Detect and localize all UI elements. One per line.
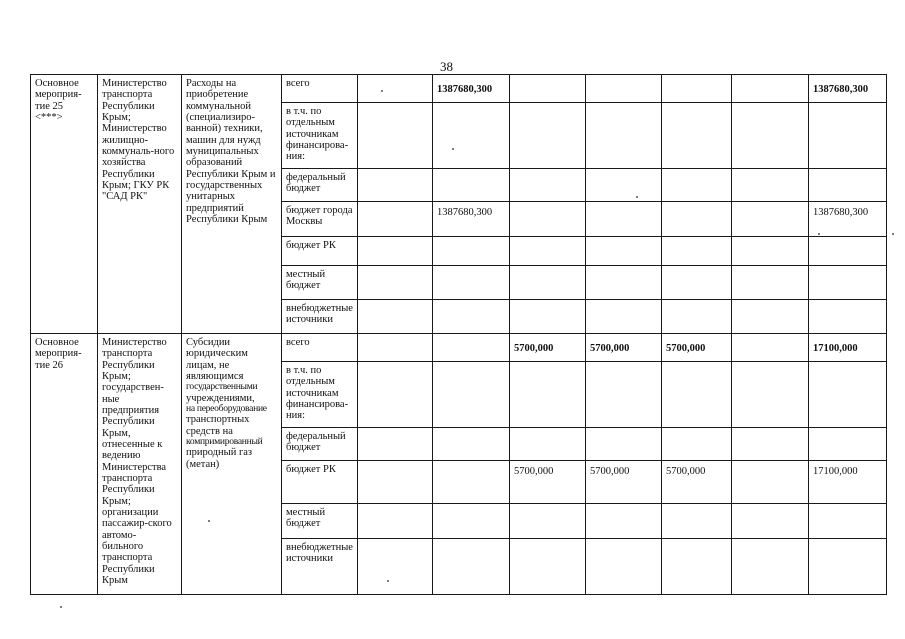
value-cell: 1387680,300 xyxy=(433,75,510,103)
description-cell xyxy=(182,334,282,595)
event-cell: Основное мероприя-тие 25 <***> xyxy=(31,75,98,334)
value-cell xyxy=(732,75,809,103)
value-cell xyxy=(586,266,662,300)
description-line: учреждениями, xyxy=(186,392,255,404)
value-cell xyxy=(358,362,433,428)
value-cell xyxy=(732,103,809,169)
description-line: транспортных средств на xyxy=(186,414,250,437)
budget-table xyxy=(30,74,887,595)
value-cell xyxy=(586,504,662,539)
funding-source-cell: местный бюджет xyxy=(282,504,358,539)
value-cell xyxy=(732,539,809,595)
value-cell xyxy=(510,362,586,428)
funding-source-cell: бюджет РК xyxy=(282,237,358,266)
value-cell xyxy=(358,539,433,595)
value-cell xyxy=(433,237,510,266)
value-cell xyxy=(358,103,433,169)
value-cell xyxy=(358,75,433,103)
value-cell xyxy=(662,237,732,266)
table-row xyxy=(31,334,887,362)
value-cell xyxy=(586,202,662,237)
description-cell: Расходы на приобретение коммунальной (специализиро-ванной) техники, машин для нужд муниципальных образований Республики Крым и государственных унитарных предприятий Республики Крым xyxy=(182,75,282,334)
table-row xyxy=(31,75,887,103)
executor-cell: Министерство транспорта Республики Крым; Министерство жилищно-коммуналь-ного хозяйства Республики Крым; ГКУ РК "САД РК" xyxy=(98,75,182,334)
value-cell xyxy=(732,334,809,362)
value-cell: 1387680,300 xyxy=(809,202,887,237)
table-body xyxy=(31,75,887,595)
funding-source-cell: бюджет РК xyxy=(282,461,358,504)
value-cell xyxy=(433,300,510,334)
value-cell xyxy=(586,428,662,461)
value-cell xyxy=(809,237,887,266)
value-cell xyxy=(358,202,433,237)
value-cell: 5700,000 xyxy=(510,461,586,504)
value-cell xyxy=(433,428,510,461)
value-cell: 1387680,300 xyxy=(433,202,510,237)
value-cell xyxy=(809,169,887,202)
value-cell xyxy=(358,266,433,300)
value-cell xyxy=(809,103,887,169)
funding-source-cell: федеральный бюджет xyxy=(282,428,358,461)
event-cell: Основное мероприя-тие 26 xyxy=(31,334,98,595)
value-cell xyxy=(510,237,586,266)
value-cell xyxy=(586,300,662,334)
value-cell xyxy=(586,75,662,103)
value-cell xyxy=(433,169,510,202)
value-cell xyxy=(433,504,510,539)
value-cell xyxy=(732,461,809,504)
value-cell xyxy=(586,103,662,169)
value-cell xyxy=(358,169,433,202)
scan-speck xyxy=(892,233,894,235)
value-cell xyxy=(586,362,662,428)
value-cell xyxy=(662,266,732,300)
value-cell: 17100,000 xyxy=(809,334,887,362)
value-cell: 5700,000 xyxy=(662,461,732,504)
description-line: Субсидии юридическим лицам, не являющимся xyxy=(186,337,248,382)
value-cell: 5700,000 xyxy=(586,334,662,362)
value-cell: 5700,000 xyxy=(510,334,586,362)
description-line: на переоборудование xyxy=(186,403,267,414)
value-cell xyxy=(510,266,586,300)
value-cell xyxy=(662,504,732,539)
value-cell xyxy=(662,75,732,103)
funding-source-cell: внебюджетные источники xyxy=(282,539,358,595)
value-cell xyxy=(662,428,732,461)
value-cell xyxy=(809,539,887,595)
scan-speck xyxy=(452,148,454,150)
value-cell xyxy=(433,103,510,169)
funding-source-cell: внебюджетные источники xyxy=(282,300,358,334)
funding-source-cell: всего xyxy=(282,334,358,362)
value-cell xyxy=(358,237,433,266)
value-cell xyxy=(662,169,732,202)
value-cell: 5700,000 xyxy=(586,461,662,504)
value-cell xyxy=(433,266,510,300)
value-cell xyxy=(433,539,510,595)
scan-speck xyxy=(387,580,389,582)
value-cell xyxy=(662,103,732,169)
value-cell: 17100,000 xyxy=(809,461,887,504)
description-line: государственными xyxy=(186,381,258,393)
value-cell xyxy=(358,461,433,504)
description-line: компримированный xyxy=(186,436,263,448)
scan-speck xyxy=(381,90,383,92)
executor-cell: Министерство транспорта Республики Крым; государствен-ные предприятия Республики Крым, отнесенные к ведению Министерства транспорта Республики Крым; организации пассажир-ского автомо-бильного транспорта Республики Крым xyxy=(98,334,182,595)
value-cell xyxy=(358,504,433,539)
funding-source-cell: в т.ч. по отдельным источникам финансирова-ния: xyxy=(282,362,358,428)
value-cell xyxy=(732,300,809,334)
value-cell xyxy=(809,504,887,539)
value-cell xyxy=(662,539,732,595)
value-cell xyxy=(732,504,809,539)
value-cell xyxy=(433,334,510,362)
value-cell xyxy=(809,300,887,334)
funding-source-cell: бюджет города Москвы xyxy=(282,202,358,237)
value-cell xyxy=(586,539,662,595)
description-line: природный газ (метан) xyxy=(186,447,253,470)
value-cell xyxy=(732,169,809,202)
value-cell xyxy=(662,300,732,334)
value-cell xyxy=(510,75,586,103)
value-cell xyxy=(662,202,732,237)
scan-speck xyxy=(208,520,210,522)
page-number: 38 xyxy=(440,59,453,74)
funding-source-cell: местный бюджет xyxy=(282,266,358,300)
value-cell xyxy=(809,362,887,428)
value-cell xyxy=(662,362,732,428)
value-cell xyxy=(510,103,586,169)
value-cell xyxy=(732,237,809,266)
value-cell xyxy=(586,169,662,202)
value-cell xyxy=(510,300,586,334)
value-cell xyxy=(732,202,809,237)
value-cell xyxy=(732,266,809,300)
value-cell xyxy=(586,237,662,266)
funding-source-cell: федеральный бюджет xyxy=(282,169,358,202)
value-cell xyxy=(510,504,586,539)
value-cell xyxy=(433,362,510,428)
funding-source-cell: в т.ч. по отдельным источникам финансирова-ния: xyxy=(282,103,358,169)
value-cell xyxy=(809,266,887,300)
funding-source-cell: всего xyxy=(282,75,358,103)
value-cell xyxy=(510,202,586,237)
value-cell xyxy=(433,461,510,504)
value-cell xyxy=(732,428,809,461)
value-cell xyxy=(809,428,887,461)
value-cell xyxy=(358,300,433,334)
scan-speck xyxy=(60,606,62,608)
value-cell xyxy=(732,362,809,428)
scan-speck xyxy=(818,233,820,235)
scan-speck xyxy=(636,196,638,198)
value-cell xyxy=(510,539,586,595)
value-cell xyxy=(358,334,433,362)
value-cell xyxy=(358,428,433,461)
value-cell xyxy=(510,169,586,202)
value-cell: 5700,000 xyxy=(662,334,732,362)
value-cell xyxy=(510,428,586,461)
value-cell: 1387680,300 xyxy=(809,75,887,103)
